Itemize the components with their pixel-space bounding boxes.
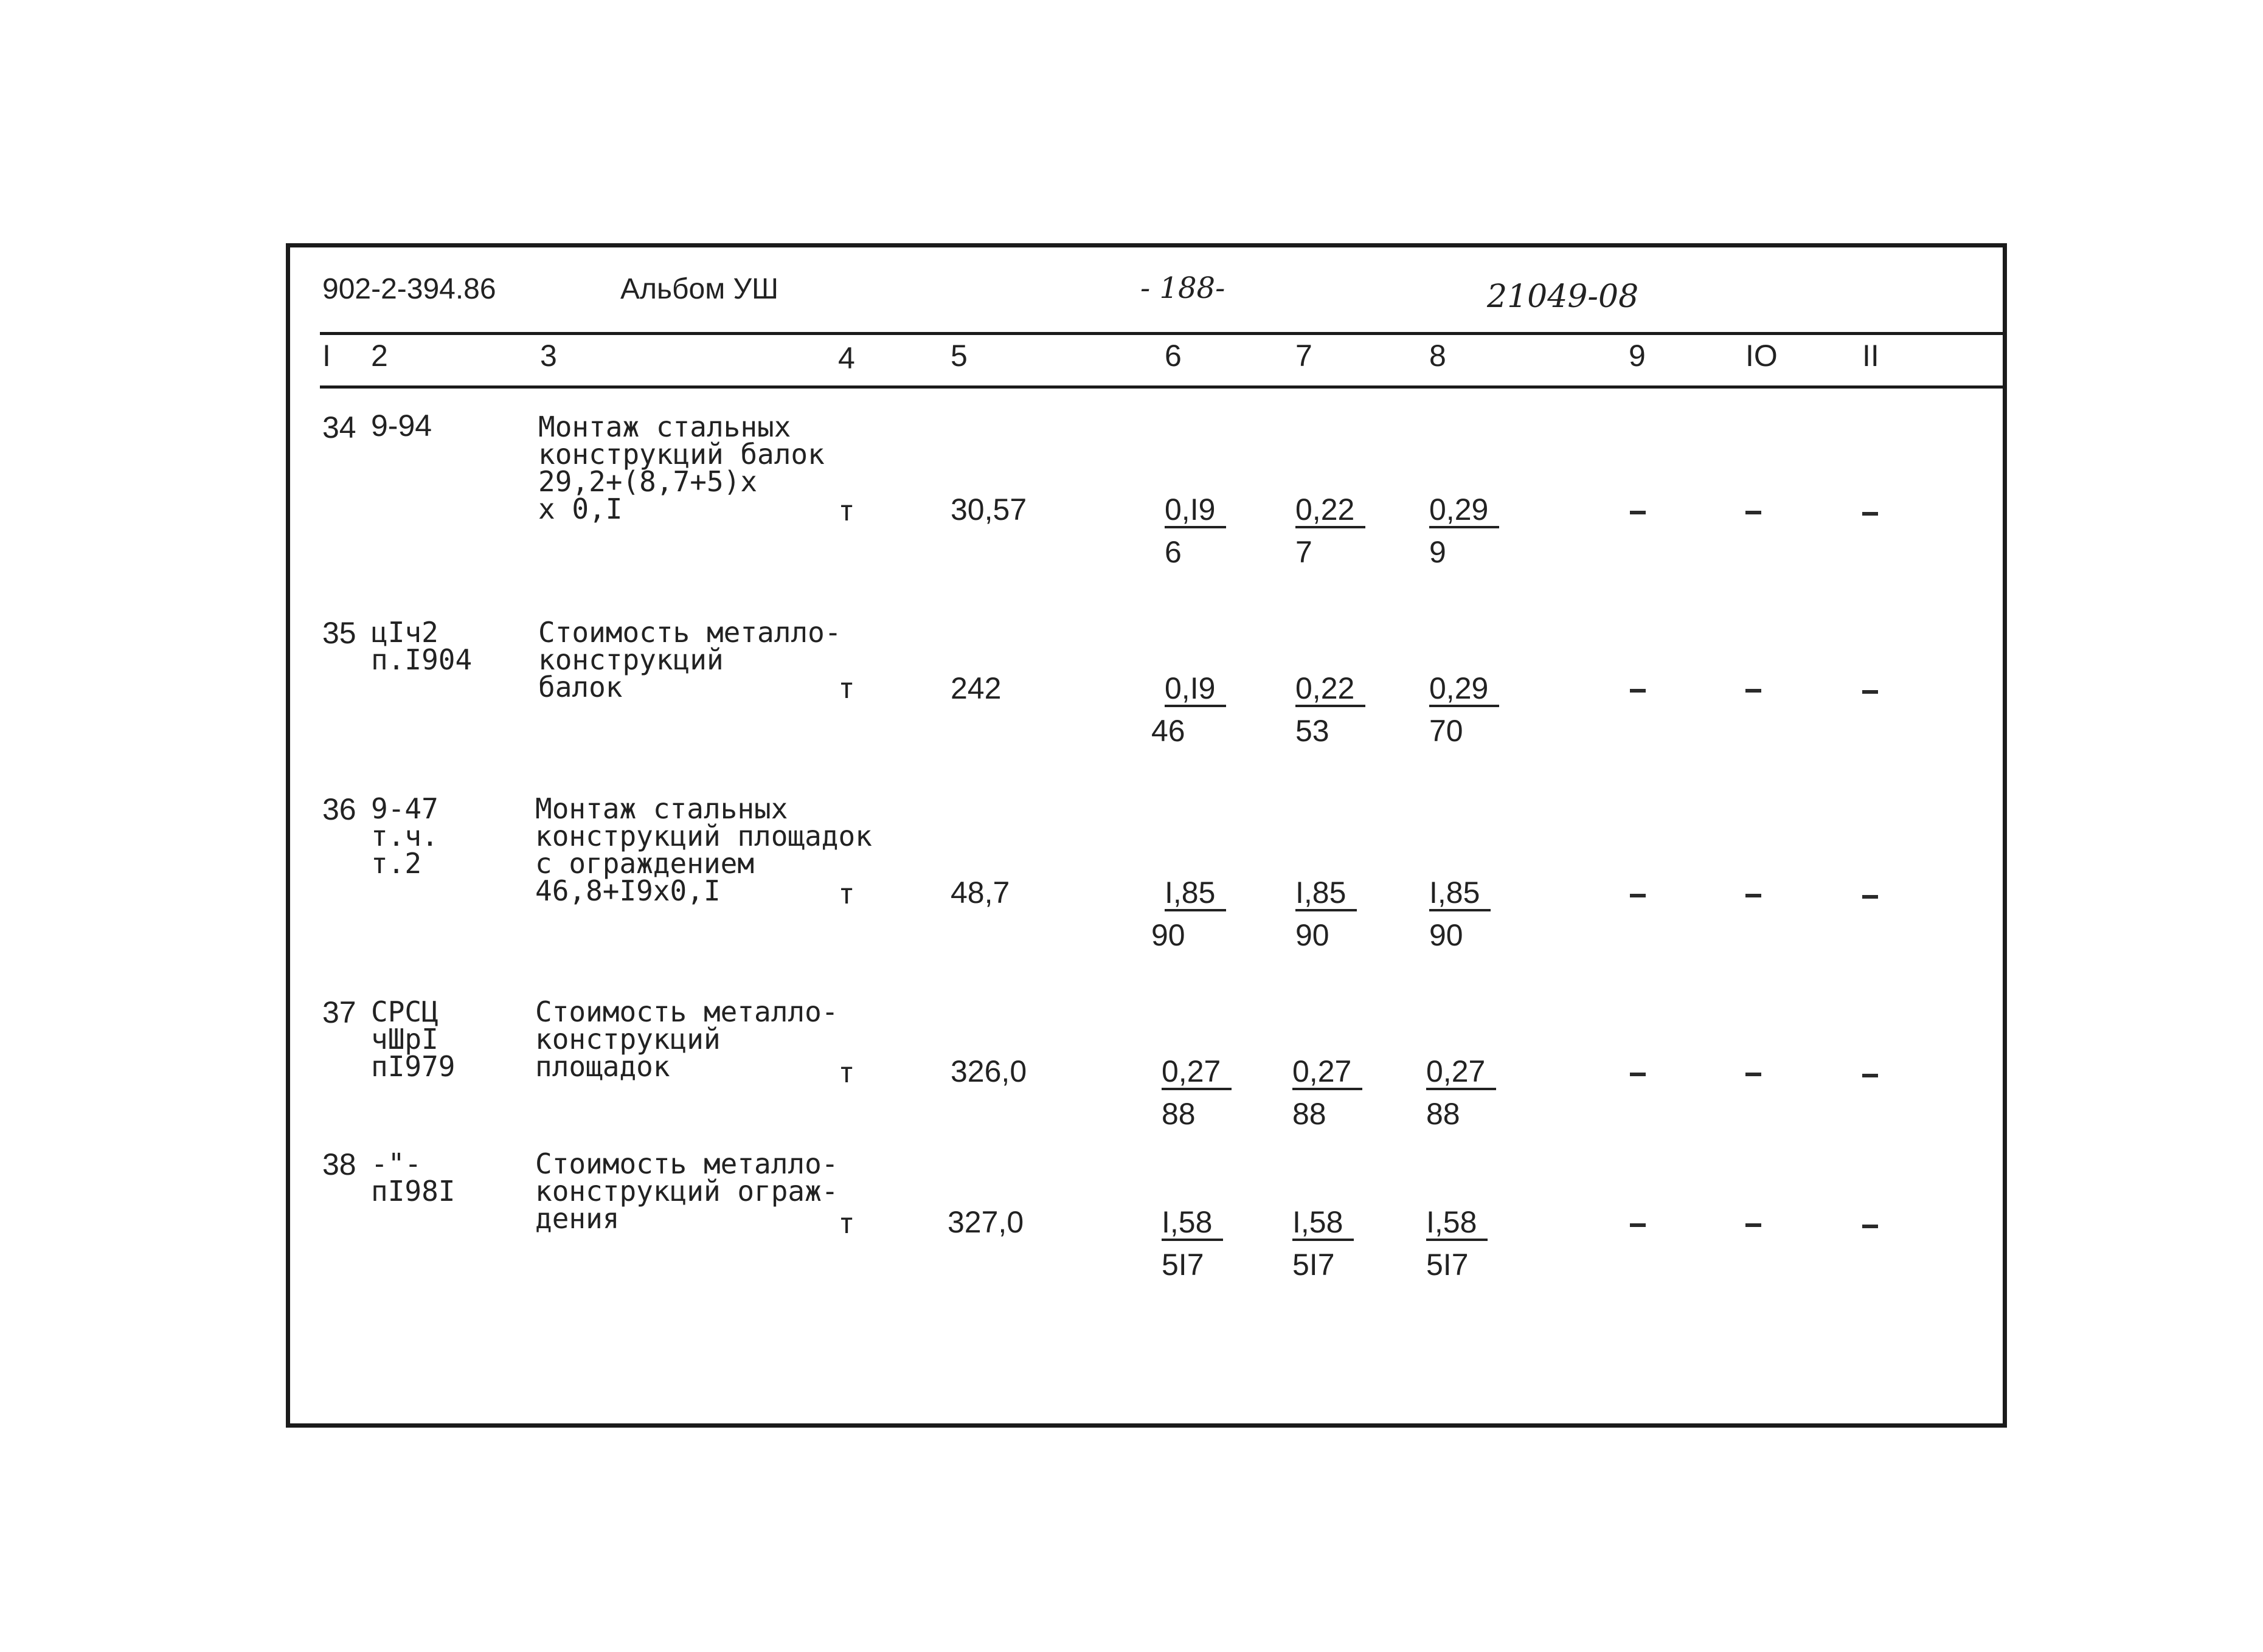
col-header-2: 2 [371,339,388,373]
row-reference: 9-47 т.ч. т.2 [371,792,438,880]
col11-dash [1862,1225,1878,1228]
row-reference: СРСЦ чШрI пI979 [371,995,456,1083]
col7-bottom: 5I7 [1292,1248,1335,1282]
row-number: 35 [322,616,356,650]
col8-top: 0,29 [1429,673,1499,707]
col6-bottom: 5I7 [1162,1248,1204,1282]
col7-top: I,58 [1292,1207,1354,1241]
col-header-1: I [322,339,331,373]
row-quantity: 327,0 [948,1205,1024,1239]
row-unit: т [838,672,855,705]
album-label: Альбом УШ [620,273,779,305]
row-quantity: 48,7 [951,876,1010,910]
row-col8 [1429,494,1499,567]
row-col6 [1151,671,1226,748]
row-col6 [1162,1056,1232,1129]
col6-bottom: 46 [1151,714,1185,748]
row-col8 [1426,1207,1488,1280]
col10-dash [1745,1073,1761,1076]
col11-dash [1862,895,1878,899]
col6-top: 0,I9 [1165,673,1226,707]
col10-dash [1745,689,1761,693]
col6-top: 0,27 [1162,1056,1232,1090]
row-reference: -"- пI98I [371,1147,456,1208]
column-header-rule [320,385,2005,389]
col7-bottom: 7 [1295,535,1312,569]
row-number: 37 [322,995,356,1029]
row-number: 38 [322,1147,356,1181]
page-number: - 188- [1140,271,1225,305]
row-description: Монтаж стальных конструкций балок 29,2+(8,7+5)х х 0,I [538,410,825,525]
col9-dash [1630,1223,1646,1227]
col6-top: I,58 [1162,1207,1223,1241]
row-col7 [1295,877,1357,950]
col-header-9: 9 [1629,339,1646,373]
document-number: 21049-08 [1487,278,1639,315]
col8-top: I,58 [1426,1207,1488,1241]
col6-bottom: 6 [1165,535,1182,569]
col-header-8: 8 [1429,339,1446,373]
col7-bottom: 88 [1292,1097,1326,1131]
col9-dash [1630,894,1646,897]
col8-bottom: 9 [1429,535,1446,569]
row-description: Стоимость металло- конструкций площадок [535,995,839,1083]
row-unit: т [838,1056,855,1089]
row-description: Стоимость металло- конструкций ограж- дения [535,1147,839,1235]
row-col7 [1292,1207,1354,1280]
col9-dash [1630,1073,1646,1076]
col8-bottom: 90 [1429,918,1463,952]
col10-dash [1745,1223,1761,1227]
col-header-10: IO [1745,339,1778,373]
col7-top: 0,22 [1295,494,1365,528]
row-col8 [1429,673,1499,746]
row-col8 [1429,877,1491,950]
header-rule [320,332,2005,335]
col7-top: 0,22 [1295,673,1365,707]
col8-top: 0,29 [1429,494,1499,528]
col11-dash [1862,512,1878,516]
row-reference: цIч2 п.I904 [371,616,473,676]
col-header-11: II [1862,339,1879,373]
col7-top: I,85 [1295,877,1357,911]
col8-bottom: 5I7 [1426,1248,1469,1282]
col10-dash [1745,511,1761,514]
col-header-4: 4 [838,341,855,375]
row-number: 36 [322,792,356,826]
row-quantity: 326,0 [951,1054,1027,1088]
col7-bottom: 53 [1295,714,1329,748]
col10-dash [1745,894,1761,897]
document-code: 902-2-394.86 [322,273,496,305]
row-col6 [1162,1207,1223,1280]
row-col7 [1295,494,1365,567]
row-quantity: 30,57 [951,492,1027,527]
col-header-6: 6 [1165,339,1182,373]
row-unit: т [838,494,855,527]
row-reference: 9-94 [371,409,432,443]
row-col8 [1426,1056,1496,1129]
col8-bottom: 70 [1429,714,1463,748]
row-description: Монтаж стальных конструкций площадок с ограждением 46,8+I9х0,I [535,792,872,907]
row-col6 [1165,494,1226,567]
col7-top: 0,27 [1292,1056,1362,1090]
col-header-7: 7 [1295,339,1312,373]
col11-dash [1862,1074,1878,1077]
col11-dash [1862,690,1878,694]
col9-dash [1630,689,1646,693]
row-description: Стоимость металло- конструкций балок [538,616,842,703]
col8-bottom: 88 [1426,1097,1460,1131]
col6-bottom: 90 [1151,918,1185,952]
col7-bottom: 90 [1295,918,1329,952]
col6-bottom: 88 [1162,1097,1196,1131]
col6-top: 0,I9 [1165,494,1226,528]
row-col7 [1292,1056,1362,1129]
col-header-5: 5 [951,339,968,373]
row-col6 [1151,876,1226,952]
col9-dash [1630,511,1646,514]
col8-top: I,85 [1429,877,1491,911]
col6-top: I,85 [1165,877,1226,911]
row-unit: т [838,877,855,910]
row-quantity: 242 [951,671,1002,705]
col-header-3: 3 [540,339,557,373]
row-number: 34 [322,410,356,444]
row-col7 [1295,673,1365,746]
col8-top: 0,27 [1426,1056,1496,1090]
row-unit: т [838,1207,855,1240]
